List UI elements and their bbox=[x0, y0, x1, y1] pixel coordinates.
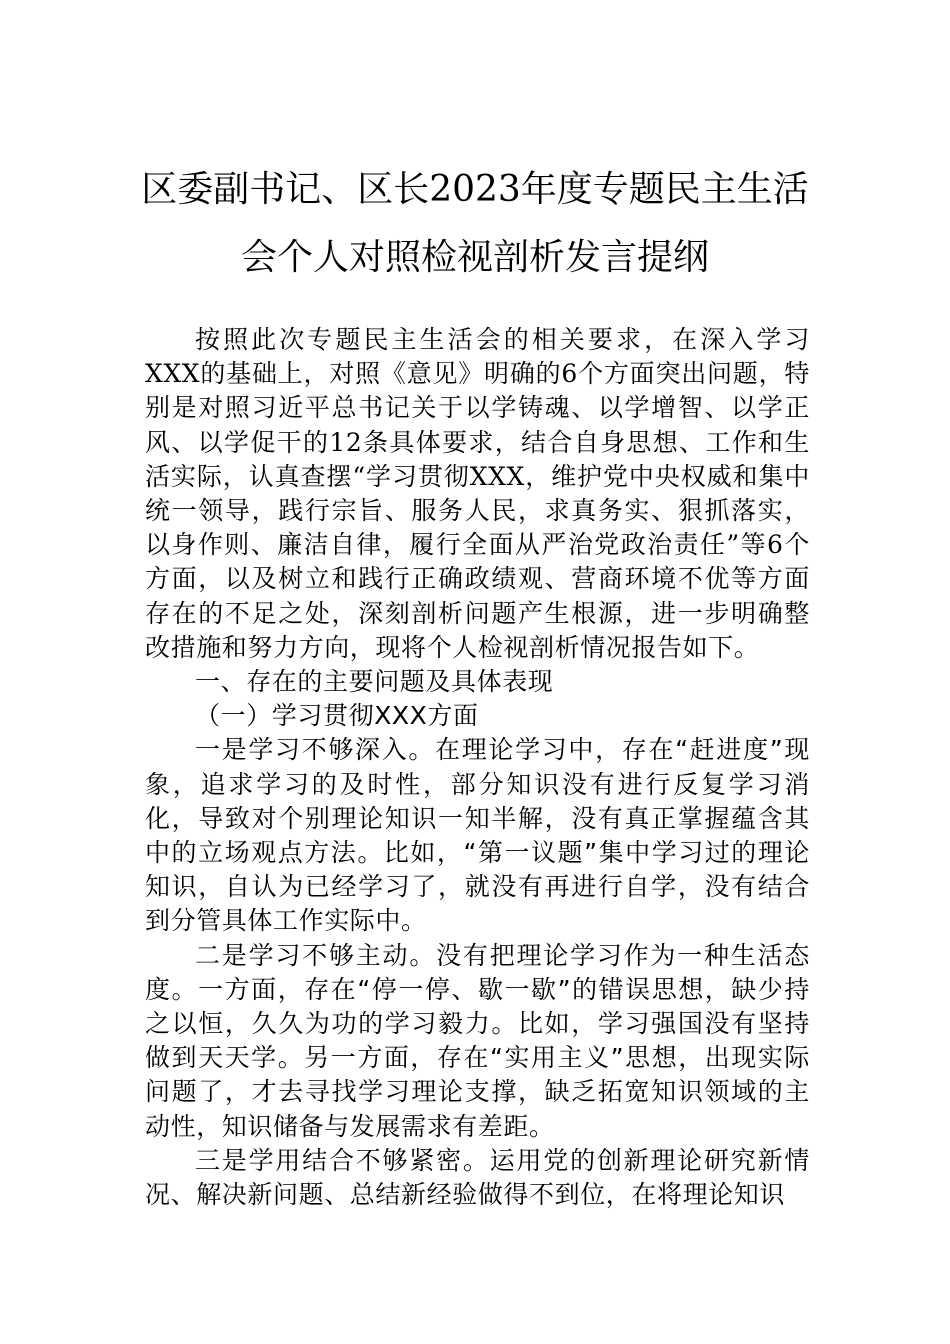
document-title-line-2: 会个人对照检视剖析发言提纲 bbox=[240, 237, 709, 278]
document-title-line-1: 区委副书记、区长2023年度专题民主生活 bbox=[141, 169, 809, 210]
intro-paragraph: 按照此次专题民主生活会的相关要求，在深入学习XXX的基础上，对照《意见》明确的6个方面突出问题，特别是对照习近平总书记关于以学铸魂、以学增智、以学正风、以学促干的12条具体要求，结合自身思想、工作和生活实际，认真查摆“学习贯彻XXX，维护党中央权威和集中统一领导，践行宗旨、服务人民，求真务实、狠抓落实，以身作则、廉洁自律，履行全面从严治党政治责任”等6个方面，以及树立和践行正确政绩观、营商环境不优等方面存在的不足之处，深刻剖析问题产生根源，进一步明确整改措施和努力方向，现将个人检视剖析情况报告如下。 bbox=[145, 325, 810, 662]
document-body bbox=[145, 323, 810, 1212]
body-paragraph-2: 二是学习不够主动。没有把理论学习作为一种生活态度。一方面，存在“停一停、歇一歇”的错误思想，缺少持之以恒，久久为功的学习毅力。比如，学习强国没有坚持做到天天学。另一方面，存在“实用主义”思想，出现实际问题了，才去寻找学习理论支撑，缺乏拓宽知识领域的主动性，知识储备与发展需求有差距。 bbox=[145, 940, 810, 1141]
subsection-heading: （一）学习贯彻XXX方面 bbox=[195, 701, 479, 731]
section-heading: 一、存在的主要问题及具体表现 bbox=[195, 667, 554, 697]
body-paragraph-3: 三是学用结合不够紧密。运用党的创新理论研究新情况、解决新问题、总结新经验做得不到位，在将理论知识 bbox=[145, 1145, 810, 1210]
body-paragraph-1: 一是学习不够深入。在理论学习中，存在“赶进度”现象，追求学习的及时性，部分知识没有进行反复学习消化，导致对个别理论知识一知半解，没有真正掌握蕴含其中的立场观点方法。比如，“第一议题”集中学习过的理论知识，自认为已经学习了，就没有再进行自学，没有结合到分管具体工作实际中。 bbox=[145, 735, 810, 936]
section-content bbox=[145, 699, 810, 1212]
